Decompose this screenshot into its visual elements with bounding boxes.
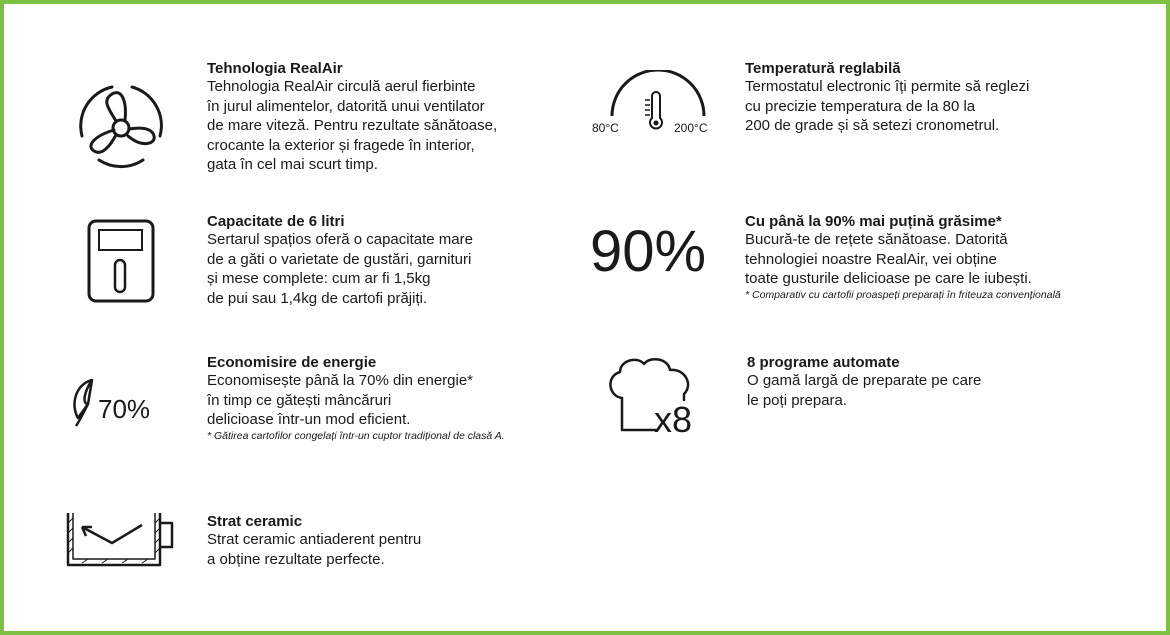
energy-saving-icon bbox=[66, 374, 166, 430]
less-fat-description: Bucură-te de rețete sănătoase. Datorită tehnologiei noastre RealAir, vei obține toate gusturile delicioase pe care le iubești. bbox=[745, 231, 1032, 287]
programs-description: O gamă largă de preparate pe care le poți prepara. bbox=[747, 372, 982, 409]
energy-description: Economisește până la 70% din energie* în timp ce gătești mâncăruri delicioase într-un mod eficient. bbox=[207, 372, 474, 428]
less-fat-title: Cu până la 90% mai puțină grăsime* bbox=[745, 213, 1002, 230]
gauge-min-label: 80°C bbox=[592, 121, 619, 135]
temperature-description: Termostatul electronic îți permite să reglezi cu precizie temperatura de la 80 la 200 de grade și să setezi cronometrul. bbox=[745, 78, 1030, 134]
gauge-max-label: 200°C bbox=[674, 121, 708, 135]
temperature-title: Temperatură reglabilă bbox=[745, 60, 901, 77]
thermometer-gauge-icon bbox=[590, 70, 720, 136]
fan-icon bbox=[72, 80, 170, 170]
percent-90-text: 90% bbox=[590, 219, 707, 280]
capacity-title: Capacitate de 6 litri bbox=[207, 213, 345, 230]
ceramic-title: Strat ceramic bbox=[207, 513, 303, 530]
energy-title: Economisire de energie bbox=[207, 354, 377, 371]
capacity-description: Sertarul spațios oferă o capacitate mare de a găti o varietate de gustări, garnituri și mese complete: cum ar fi 1,5kg de pui sau 1,4kg de cartofi prăjiți. bbox=[207, 231, 473, 307]
percent-90-icon bbox=[590, 216, 714, 280]
energy-footnote: * Gătirea cartofilor congelați într-un cuptor tradițional de clasă A. bbox=[207, 429, 505, 442]
energy-percent-text: 70% bbox=[98, 394, 151, 424]
programs-title: 8 programe automate bbox=[747, 354, 900, 371]
ceramic-pan-icon bbox=[62, 509, 178, 573]
chef-hat-icon bbox=[604, 354, 700, 438]
ceramic-description: Strat ceramic antiaderent pentru a obține rezultate perfecte. bbox=[207, 531, 422, 568]
realair-title: Tehnologia RealAir bbox=[207, 60, 343, 77]
less-fat-footnote: * Comparativ cu cartofii proaspeți preparați în friteuza convențională bbox=[745, 288, 1061, 301]
program-count-text: x8 bbox=[654, 399, 693, 438]
air-fryer-icon bbox=[86, 218, 156, 304]
realair-description: Tehnologia RealAir circulă aerul fierbinte în jurul alimentelor, datorită unui ventilator de mare viteză. Pentru rezultate sănătoase, crocante la exterior și fragede în interior, gata în cel mai scurt timp. bbox=[207, 78, 498, 173]
